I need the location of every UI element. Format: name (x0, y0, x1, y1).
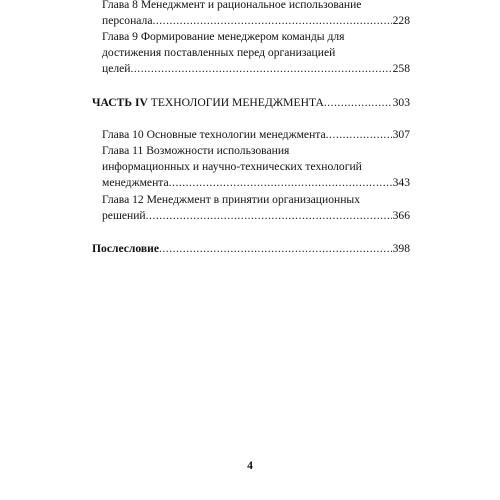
dot-leader (159, 241, 392, 257)
toc-page-number: 307 (392, 128, 410, 141)
toc-entry-chapter-9[interactable] (92, 29, 410, 77)
toc-entry-title-end: менеджмента (102, 176, 169, 189)
toc-page-number: 258 (392, 62, 410, 75)
toc-entry-title-end: Глава 10 Основные технологии менеджмента (102, 128, 326, 141)
toc-entry-leader-line (92, 61, 410, 77)
toc-entry-leader-line (92, 13, 410, 29)
toc-entry-title-end: целей (102, 62, 131, 75)
toc-page-number: 303 (392, 96, 410, 109)
dot-leader (324, 95, 392, 111)
dot-leader (131, 61, 392, 77)
toc-entry-title-line: Глава 12 Менеджмент в принятии организационных (102, 193, 360, 206)
toc-entry-chapter-10[interactable] (92, 127, 410, 143)
toc-page-number: 366 (392, 209, 410, 222)
toc-part-name: ТЕХНОЛОГИИ МЕНЕДЖМЕНТА (147, 96, 324, 109)
toc-page-number: 398 (392, 242, 410, 255)
toc-entry-title-end: персонала (102, 14, 153, 27)
dot-leader (152, 13, 391, 29)
toc-part-label: ЧАСТЬ IV (92, 96, 148, 109)
toc-entry-leader-line (92, 208, 410, 224)
toc-entry-leader-line (92, 175, 410, 191)
dot-leader (169, 175, 392, 191)
toc-entry-title-end: решений (102, 209, 146, 222)
toc-entry-leader-line (92, 127, 410, 143)
toc-entry-afterword[interactable] (92, 241, 410, 257)
page-number: 4 (247, 459, 253, 472)
toc-part-title (92, 95, 324, 111)
toc-entry-title-line: Глава 8 Менеджмент и рациональное использование (102, 0, 362, 11)
toc-entry-chapter-12[interactable] (92, 192, 410, 224)
toc-page-number: 343 (392, 176, 410, 189)
dot-leader (146, 208, 392, 224)
toc-entry-title-end: Послесловие (92, 242, 159, 255)
toc-entry-part-4[interactable] (92, 95, 410, 111)
toc-entry-title-line: информационных и научно-технических технологий (102, 160, 362, 173)
dot-leader (326, 127, 392, 143)
toc-entry-chapter-11[interactable] (92, 143, 410, 191)
toc-entry-title-line: Глава 9 Формирование менеджером команды для (102, 30, 345, 43)
toc-page-number: 228 (392, 14, 410, 27)
toc-entry-leader-line (92, 95, 410, 111)
toc-entry-chapter-8[interactable] (92, 0, 410, 29)
toc-entry-leader-line (92, 241, 410, 257)
toc-entry-title-line: Глава 11 Возможности использования (102, 144, 290, 157)
toc-entry-title-line: достижения поставленных перед организацией (102, 46, 336, 59)
